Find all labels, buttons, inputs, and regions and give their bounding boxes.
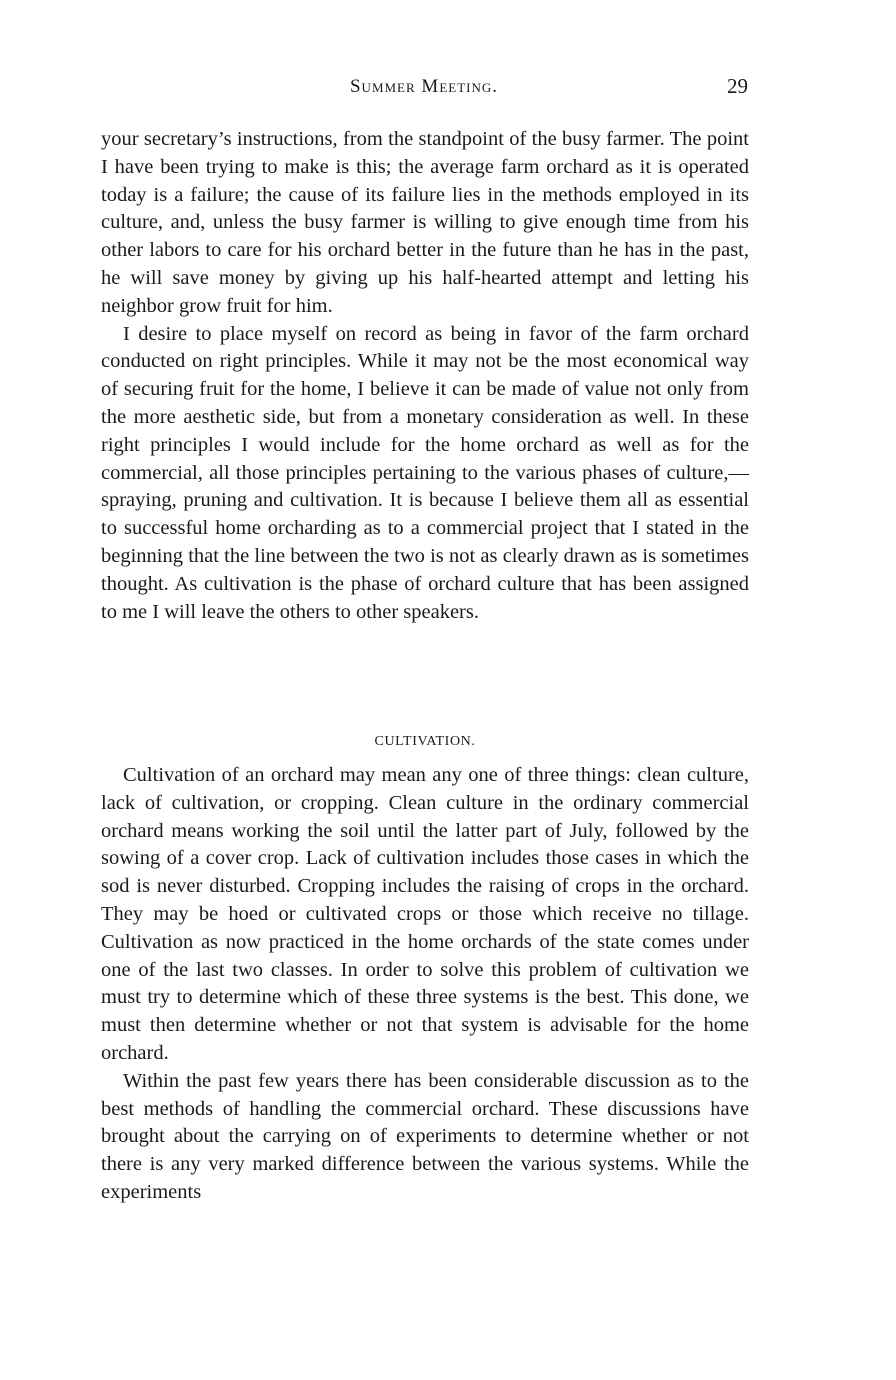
running-title: Summer Meeting. bbox=[349, 76, 498, 97]
paragraph-cultivation: Cultivation of an orchard may mean any one of three things: clean culture, lack of cultivation, or cropping. Clean culture in the ordinary commercial orchard means working the soil until the latter part of July, followed by the sowing of a cover crop. Lack of cultivation includes those cases in which the sod is never disturbed. Cropping includes the raising of crops in the orchard. They may be hoed or cultivated crops or those which receive no tillage. Cultivation as now practiced in the home orchards of the state comes under one of the last two classes. In order to solve this problem of cultivation we must try to determine which of these three systems is the best. This done, we must then determine whether or not that system is advisable for the home orchard. bbox=[101, 764, 749, 1064]
section-heading: CULTIVATION. bbox=[374, 734, 476, 749]
running-head bbox=[100, 76, 748, 100]
body-text-top bbox=[101, 126, 749, 626]
paragraph-farm-orchard: I desire to place myself on record as being in favor of the farm orchard conducted on right principles. While it may not be the most economical way of securing fruit for the home, I believe it can be made of value not only from the more aesthetic side, but from a monetary consideration as well. In these right principles I would include for the home orchard as well as for the commercial, all those principles pertaining to the various phases of culture,—spraying, pruning and cultivation. It is because I believe them all as essential to successful home orcharding as to a commercial project that I stated in the beginning that the line between the two is not as clearly drawn as is sometimes thought. As cultivation is the phase of orchard culture that has been assigned to me I will leave the others to other speakers. bbox=[101, 322, 749, 623]
page-number: 29 bbox=[727, 74, 748, 98]
body-text-cultivation bbox=[101, 762, 749, 1207]
paragraph-continuation: your secretary’s instructions, from the standpoint of the busy farmer. The point I have been trying to make is this; the average farm orchard as it is operated today is a failure; the cause of its failure lies in the methods employed in its culture, and, unless the busy farmer is willing to give enough time from his other labors to care for his orchard better in the future than he has in the past, he will save money by giving up his half-hearted attempt and letting his neighbor grow fruit for him. bbox=[101, 128, 749, 317]
paragraph-experiments: Within the past few years there has been considerable discussion as to the best methods of handling the commercial orchard. These discussions have brought about the carrying on of experiments to determine whether or not there is any very marked difference between the various systems. While the experiments bbox=[101, 1069, 749, 1203]
